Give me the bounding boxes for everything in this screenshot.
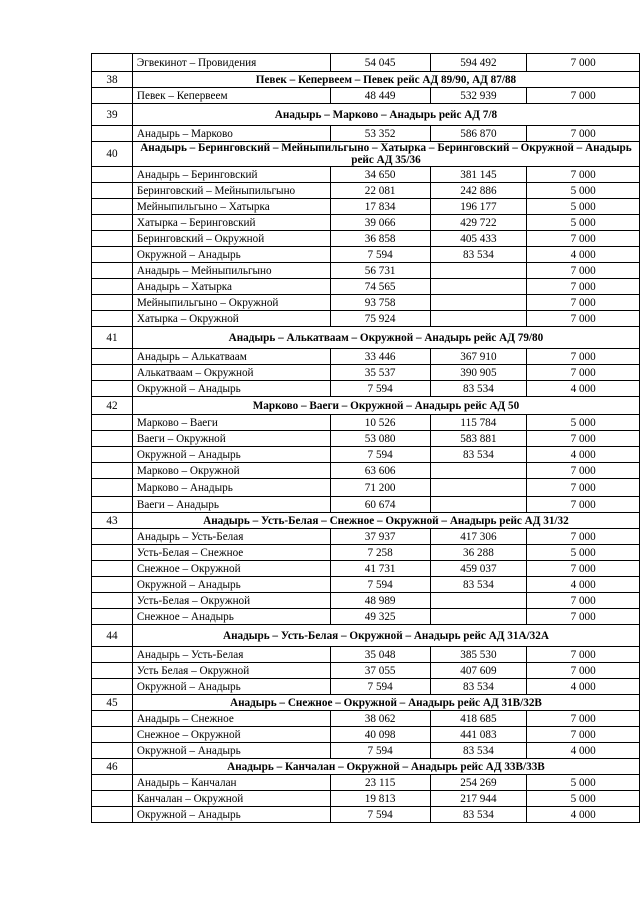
route-number: 45: [92, 695, 133, 711]
segment-name: Усть-Белая – Окружной: [132, 593, 330, 609]
value-3-cell: 7 000: [527, 263, 640, 279]
route-header-row: [92, 513, 640, 529]
value-2-cell: 83 534: [430, 381, 527, 397]
value-1-cell: 53 352: [330, 126, 430, 142]
table-row: [92, 807, 640, 823]
table-row: [92, 349, 640, 365]
table-row: [92, 743, 640, 759]
segment-name: Канчалан – Окружной: [132, 791, 330, 807]
segment-name: Хатырка – Беринговский: [132, 215, 330, 231]
row-number-cell: [92, 126, 133, 142]
table-row: [92, 479, 640, 497]
value-1-cell: 37 055: [330, 663, 430, 679]
value-3-cell: 7 000: [527, 529, 640, 545]
table-row: [92, 279, 640, 295]
value-3-cell: 7 000: [527, 349, 640, 365]
row-number-cell: [92, 54, 133, 72]
row-number-cell: [92, 679, 133, 695]
value-2-cell: 367 910: [430, 349, 527, 365]
route-header-row: [92, 695, 640, 711]
value-2-cell: 583 881: [430, 431, 527, 447]
table-row: [92, 231, 640, 247]
row-number-cell: [92, 311, 133, 327]
value-1-cell: 74 565: [330, 279, 430, 295]
value-1-cell: 37 937: [330, 529, 430, 545]
table-row: [92, 415, 640, 431]
route-title: Анадырь – Канчалан – Окружной – Анадырь рейс АД 33В/33В: [132, 759, 639, 775]
table-row: [92, 647, 640, 663]
value-2-cell: [430, 497, 527, 513]
value-3-cell: 5 000: [527, 199, 640, 215]
value-3-cell: 4 000: [527, 679, 640, 695]
tariff-table-body: [92, 54, 640, 823]
value-1-cell: 41 731: [330, 561, 430, 577]
row-number-cell: [92, 215, 133, 231]
table-row: [92, 54, 640, 72]
table-row: [92, 663, 640, 679]
value-2-cell: [430, 263, 527, 279]
route-header-row: [92, 759, 640, 775]
value-2-cell: 418 685: [430, 711, 527, 727]
row-number-cell: [92, 463, 133, 479]
value-1-cell: 19 813: [330, 791, 430, 807]
value-1-cell: 38 062: [330, 711, 430, 727]
value-2-cell: 405 433: [430, 231, 527, 247]
value-3-cell: 7 000: [527, 479, 640, 497]
table-row: [92, 497, 640, 513]
table-row: [92, 167, 640, 183]
table-row: [92, 311, 640, 327]
table-row: [92, 529, 640, 545]
value-3-cell: 7 000: [527, 88, 640, 104]
value-3-cell: 4 000: [527, 247, 640, 263]
value-1-cell: 48 449: [330, 88, 430, 104]
segment-name: Окружной – Анадырь: [132, 247, 330, 263]
route-header-row: [92, 397, 640, 415]
table-row: [92, 791, 640, 807]
value-1-cell: 7 594: [330, 743, 430, 759]
value-1-cell: 35 048: [330, 647, 430, 663]
value-3-cell: 4 000: [527, 807, 640, 823]
value-1-cell: 71 200: [330, 479, 430, 497]
table-row: [92, 295, 640, 311]
value-2-cell: 586 870: [430, 126, 527, 142]
row-number-cell: [92, 727, 133, 743]
row-number-cell: [92, 167, 133, 183]
value-1-cell: 7 594: [330, 247, 430, 263]
route-title: Анадырь – Снежное – Окружной – Анадырь рейс АД 31В/32В: [132, 695, 639, 711]
segment-name: Певек – Кепервеем: [132, 88, 330, 104]
value-2-cell: [430, 463, 527, 479]
value-1-cell: 7 594: [330, 447, 430, 463]
row-number-cell: [92, 88, 133, 104]
route-header-row: [92, 104, 640, 126]
value-1-cell: 7 594: [330, 679, 430, 695]
segment-name: Марково – Окружной: [132, 463, 330, 479]
value-2-cell: 115 784: [430, 415, 527, 431]
value-2-cell: [430, 311, 527, 327]
value-1-cell: 60 674: [330, 497, 430, 513]
row-number-cell: [92, 775, 133, 791]
value-2-cell: 429 722: [430, 215, 527, 231]
table-row: [92, 263, 640, 279]
value-3-cell: 5 000: [527, 415, 640, 431]
segment-name: Снежное – Окружной: [132, 727, 330, 743]
route-title: Певек – Кепервеем – Певек рейс АД 89/90, АД 87/88: [132, 72, 639, 88]
segment-name: Анадырь – Марково: [132, 126, 330, 142]
segment-name: Алькатваам – Окружной: [132, 365, 330, 381]
row-number-cell: [92, 529, 133, 545]
value-3-cell: 7 000: [527, 431, 640, 447]
row-number-cell: [92, 663, 133, 679]
route-number: 39: [92, 104, 133, 126]
route-number: 46: [92, 759, 133, 775]
value-3-cell: 5 000: [527, 791, 640, 807]
value-1-cell: 40 098: [330, 727, 430, 743]
row-number-cell: [92, 183, 133, 199]
value-3-cell: 7 000: [527, 167, 640, 183]
row-number-cell: [92, 431, 133, 447]
route-title: Анадырь – Алькатваам – Окружной – Анадырь рейс АД 79/80: [132, 327, 639, 349]
value-3-cell: 4 000: [527, 577, 640, 593]
value-3-cell: 7 000: [527, 279, 640, 295]
value-2-cell: 459 037: [430, 561, 527, 577]
value-2-cell: [430, 609, 527, 625]
value-2-cell: 254 269: [430, 775, 527, 791]
row-number-cell: [92, 231, 133, 247]
value-2-cell: 441 083: [430, 727, 527, 743]
value-3-cell: 7 000: [527, 463, 640, 479]
row-number-cell: [92, 791, 133, 807]
value-1-cell: 35 537: [330, 365, 430, 381]
value-1-cell: 7 594: [330, 577, 430, 593]
segment-name: Окружной – Анадырь: [132, 743, 330, 759]
value-1-cell: 10 526: [330, 415, 430, 431]
route-header-row: [92, 142, 640, 167]
segment-name: Анадырь – Мейныпильгыно: [132, 263, 330, 279]
row-number-cell: [92, 743, 133, 759]
value-2-cell: 407 609: [430, 663, 527, 679]
row-number-cell: [92, 381, 133, 397]
row-number-cell: [92, 647, 133, 663]
value-2-cell: 532 939: [430, 88, 527, 104]
row-number-cell: [92, 415, 133, 431]
row-number-cell: [92, 247, 133, 263]
value-2-cell: 417 306: [430, 529, 527, 545]
row-number-cell: [92, 609, 133, 625]
route-number: 41: [92, 327, 133, 349]
row-number-cell: [92, 349, 133, 365]
value-3-cell: 7 000: [527, 593, 640, 609]
segment-name: Мейныпильгыно – Окружной: [132, 295, 330, 311]
value-2-cell: 36 288: [430, 545, 527, 561]
value-3-cell: 7 000: [527, 365, 640, 381]
table-row: [92, 545, 640, 561]
value-3-cell: 4 000: [527, 743, 640, 759]
row-number-cell: [92, 295, 133, 311]
row-number-cell: [92, 279, 133, 295]
table-row: [92, 381, 640, 397]
table-row: [92, 593, 640, 609]
row-number-cell: [92, 593, 133, 609]
value-3-cell: 7 000: [527, 647, 640, 663]
value-1-cell: 17 834: [330, 199, 430, 215]
value-3-cell: 5 000: [527, 775, 640, 791]
value-3-cell: 7 000: [527, 663, 640, 679]
segment-name: Ваеги – Анадырь: [132, 497, 330, 513]
route-number: 44: [92, 625, 133, 647]
segment-name: Ваеги – Окружной: [132, 431, 330, 447]
row-number-cell: [92, 263, 133, 279]
value-2-cell: 217 944: [430, 791, 527, 807]
row-number-cell: [92, 199, 133, 215]
value-3-cell: 5 000: [527, 545, 640, 561]
value-1-cell: 22 081: [330, 183, 430, 199]
row-number-cell: [92, 807, 133, 823]
value-1-cell: 39 066: [330, 215, 430, 231]
table-row: [92, 463, 640, 479]
route-title: Марково – Ваеги – Окружной – Анадырь рейс АД 50: [132, 397, 639, 415]
route-title: Анадырь – Беринговский – Мейныпильгыно – Хатырка – Беринговский – Окружной – Анадырь рейс АД 35/36: [132, 142, 639, 167]
route-title: Анадырь – Усть-Белая – Окружной – Анадырь рейс АД 31А/32А: [132, 625, 639, 647]
route-title: Анадырь – Марково – Анадырь рейс АД 7/8: [132, 104, 639, 126]
segment-name: Марково – Анадырь: [132, 479, 330, 497]
value-3-cell: 7 000: [527, 727, 640, 743]
value-1-cell: 7 594: [330, 381, 430, 397]
value-3-cell: 7 000: [527, 311, 640, 327]
value-2-cell: 83 534: [430, 743, 527, 759]
segment-name: Беринговский – Мейныпильгыно: [132, 183, 330, 199]
route-header-row: [92, 72, 640, 88]
table-row: [92, 711, 640, 727]
table-row: [92, 199, 640, 215]
segment-name: Снежное – Анадырь: [132, 609, 330, 625]
value-2-cell: 390 905: [430, 365, 527, 381]
route-number: 42: [92, 397, 133, 415]
table-row: [92, 431, 640, 447]
table-row: [92, 577, 640, 593]
route-header-row: [92, 625, 640, 647]
table-row: [92, 609, 640, 625]
segment-name: Окружной – Анадырь: [132, 577, 330, 593]
value-1-cell: 49 325: [330, 609, 430, 625]
value-3-cell: 5 000: [527, 215, 640, 231]
value-1-cell: 56 731: [330, 263, 430, 279]
segment-name: Окружной – Анадырь: [132, 679, 330, 695]
segment-name: Анадырь – Хатырка: [132, 279, 330, 295]
segment-name: Окружной – Анадырь: [132, 381, 330, 397]
value-2-cell: 242 886: [430, 183, 527, 199]
value-1-cell: 63 606: [330, 463, 430, 479]
segment-name: Анадырь – Беринговский: [132, 167, 330, 183]
value-2-cell: 196 177: [430, 199, 527, 215]
value-3-cell: 7 000: [527, 295, 640, 311]
value-3-cell: 7 000: [527, 54, 640, 72]
row-number-cell: [92, 545, 133, 561]
value-1-cell: 7 258: [330, 545, 430, 561]
value-1-cell: 36 858: [330, 231, 430, 247]
value-3-cell: 4 000: [527, 447, 640, 463]
segment-name: Марково – Ваеги: [132, 415, 330, 431]
table-row: [92, 183, 640, 199]
table-row: [92, 679, 640, 695]
value-2-cell: 385 530: [430, 647, 527, 663]
table-row: [92, 126, 640, 142]
value-3-cell: 7 000: [527, 497, 640, 513]
table-row: [92, 365, 640, 381]
value-2-cell: [430, 279, 527, 295]
table-row: [92, 775, 640, 791]
row-number-cell: [92, 561, 133, 577]
value-1-cell: 93 758: [330, 295, 430, 311]
value-1-cell: 33 446: [330, 349, 430, 365]
segment-name: Эгвекинот – Провидения: [132, 54, 330, 72]
row-number-cell: [92, 711, 133, 727]
table-row: [92, 727, 640, 743]
value-2-cell: 83 534: [430, 577, 527, 593]
value-2-cell: [430, 593, 527, 609]
segment-name: Хатырка – Окружной: [132, 311, 330, 327]
row-number-cell: [92, 497, 133, 513]
route-number: 40: [92, 142, 133, 167]
value-1-cell: 23 115: [330, 775, 430, 791]
route-header-row: [92, 327, 640, 349]
value-3-cell: 7 000: [527, 126, 640, 142]
segment-name: Анадырь – Снежное: [132, 711, 330, 727]
route-number: 43: [92, 513, 133, 529]
value-2-cell: 83 534: [430, 247, 527, 263]
row-number-cell: [92, 577, 133, 593]
value-1-cell: 7 594: [330, 807, 430, 823]
segment-name: Усть Белая – Окружной: [132, 663, 330, 679]
value-2-cell: 83 534: [430, 679, 527, 695]
row-number-cell: [92, 479, 133, 497]
table-row: [92, 447, 640, 463]
table-row: [92, 561, 640, 577]
value-1-cell: 34 650: [330, 167, 430, 183]
value-2-cell: 83 534: [430, 807, 527, 823]
segment-name: Анадырь – Усть-Белая: [132, 529, 330, 545]
segment-name: Окружной – Анадырь: [132, 807, 330, 823]
value-3-cell: 4 000: [527, 381, 640, 397]
table-row: [92, 88, 640, 104]
row-number-cell: [92, 365, 133, 381]
value-2-cell: [430, 295, 527, 311]
segment-name: Анадырь – Канчалан: [132, 775, 330, 791]
table-row: [92, 215, 640, 231]
segment-name: Снежное – Окружной: [132, 561, 330, 577]
value-3-cell: 7 000: [527, 231, 640, 247]
value-3-cell: 5 000: [527, 183, 640, 199]
value-3-cell: 7 000: [527, 711, 640, 727]
segment-name: Беринговский – Окружной: [132, 231, 330, 247]
value-1-cell: 53 080: [330, 431, 430, 447]
value-3-cell: 7 000: [527, 609, 640, 625]
value-1-cell: 54 045: [330, 54, 430, 72]
table-row: [92, 247, 640, 263]
row-number-cell: [92, 447, 133, 463]
value-1-cell: 75 924: [330, 311, 430, 327]
segment-name: Анадырь – Алькатваам: [132, 349, 330, 365]
route-number: 38: [92, 72, 133, 88]
value-2-cell: [430, 479, 527, 497]
segment-name: Усть-Белая – Снежное: [132, 545, 330, 561]
tariff-table: [91, 53, 640, 823]
value-1-cell: 48 989: [330, 593, 430, 609]
value-3-cell: 7 000: [527, 561, 640, 577]
segment-name: Окружной – Анадырь: [132, 447, 330, 463]
segment-name: Мейныпильгыно – Хатырка: [132, 199, 330, 215]
value-2-cell: 381 145: [430, 167, 527, 183]
value-2-cell: 83 534: [430, 447, 527, 463]
route-title: Анадырь – Усть-Белая – Снежное – Окружной – Анадырь рейс АД 31/32: [132, 513, 639, 529]
segment-name: Анадырь – Усть-Белая: [132, 647, 330, 663]
value-2-cell: 594 492: [430, 54, 527, 72]
